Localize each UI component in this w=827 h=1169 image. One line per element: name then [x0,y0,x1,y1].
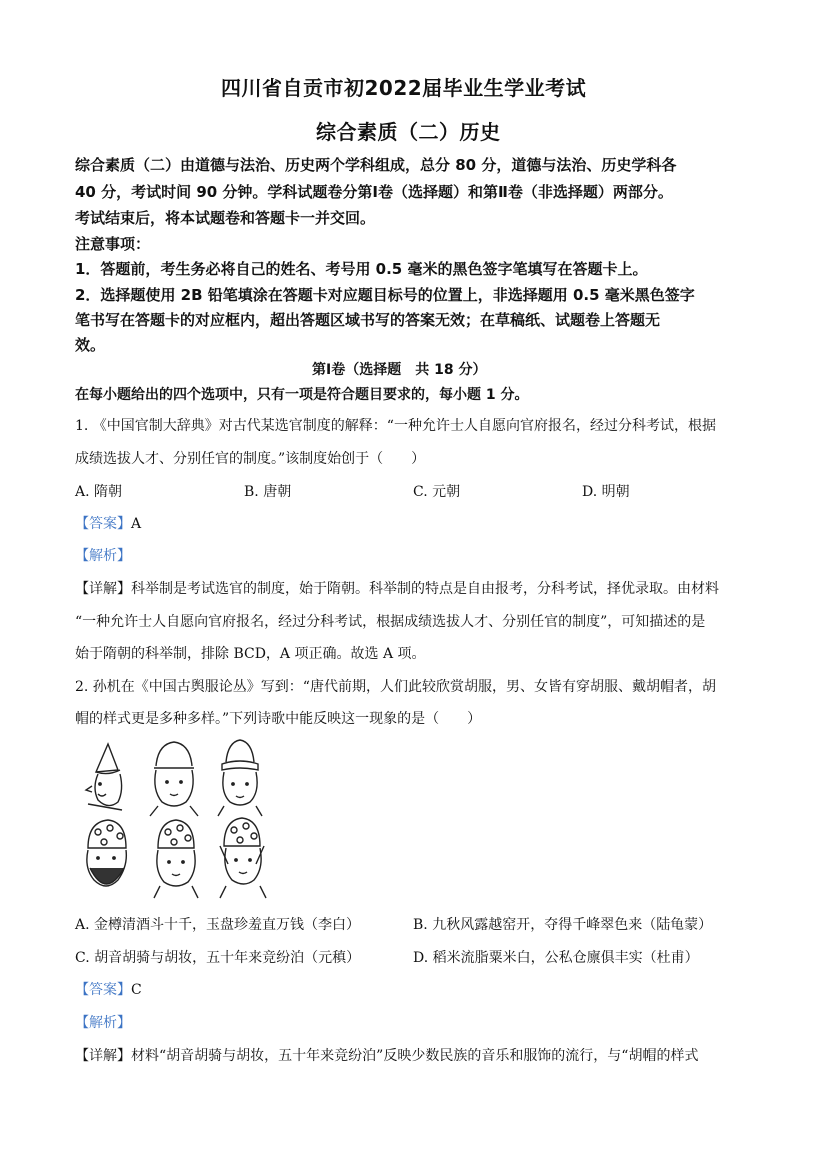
q1-answer [75,513,141,533]
page-title: 四川省自贡市初2022届毕业生学业考试 [221,76,587,100]
q1-answer-label: 【答案】 [75,516,131,532]
notice-title: 注意事项： [75,235,151,253]
q1-option-a: A. 隋朝 [75,484,123,500]
figure-5 [154,820,198,898]
figure-6 [220,818,266,898]
intro-line-2: 40 分，考试时间 90 分钟。学科试题卷分第Ⅰ卷（选择题）和第Ⅱ卷（非选择题）两部分。 [75,183,673,201]
page-subtitle: 综合素质（二）历史 [316,120,501,144]
q1-option-c: C. 元朝 [413,484,461,500]
q2-option-a: A. 金樽清酒斗十千，玉盘珍羞直万钱（李白） [75,917,361,933]
q2-analysis-label: 【解析】 [75,1015,131,1031]
q1-answer-value: A [131,516,142,532]
q2-option-c: C. 胡音胡骑与胡妆，五十年来竞纷泊（元稹） [75,950,361,966]
notice-2-end: 效。 [75,336,106,354]
section-instruction: 在每小题给出的四个选项中，只有一项是符合题目要求的，每小题 1 分。 [75,387,529,403]
q2-detail-line-1: 【详解】材料“胡音胡骑与胡妆，五十年来竞纷泊”反映少数民族的音乐和服饰的流行，与“胡帽的样式 [75,1048,699,1064]
q2-answer [75,979,142,999]
notice-1: 1．答题前，考生务必将自己的姓名、考号用 0.5 毫米的黑色签字笔填写在答题卡上。 [75,260,648,278]
q1-detail-line-1: 【详解】科举制是考试选官的制度，始于隋朝。科举制的特点是自由报考，分科考试，择优录取。由材料 [75,581,719,597]
figure-3 [218,740,262,816]
intro-line-1: 综合素质（二）由道德与法治、历史两个学科组成，总分 80 分，道德与法治、历史学科各 [75,156,677,174]
figure-1 [86,744,122,810]
hu-hats-illustration [78,736,278,902]
section-title: 第Ⅰ卷（选择题 共 18 分） [312,362,487,378]
q2-answer-label: 【答案】 [75,982,131,998]
q1-stem-line-1: 1. 《中国官制大辞典》对古代某选官制度的解释：“一种允许士人自愿向官府报名，经过分科考试，根据 [75,418,716,434]
q1-detail-line-2: “一种允许士人自愿向官府报名，经过分科考试，根据成绩选拔人才、分别任官的制度”，可知描述的是 [75,614,706,630]
q1-option-b: B. 唐朝 [244,484,292,500]
notice-2: 2．选择题使用 2B 铅笔填涂在答题卡对应题目标号的位置上，非选择题用 0.5 毫米黑色签字 [75,286,695,304]
q2-stem-line-1: 2. 孙机在《中国古舆服论丛》写到：“唐代前期，人们此较欣赏胡服，男、女皆有穿胡服、戴胡帽者，胡 [75,679,716,695]
q2-option-b: B. 九秋风露越窑开，夺得千峰翠色来（陆龟蒙） [413,917,713,933]
q2-stem-line-2: 帽的样式更是多种多样。”下列诗歌中能反映这一现象的是（ ） [75,711,482,727]
q2-option-d: D. 稻米流脂粟米白，公私仓廪俱丰实（杜甫） [413,950,699,966]
q1-analysis-label: 【解析】 [75,548,131,564]
q1-detail-line-3: 始于隋朝的科举制，排除 BCD，A 项正确。故选 A 项。 [75,646,426,662]
intro-line-3: 考试结束后，将本试题卷和答题卡一并交回。 [75,209,376,227]
figure-2 [150,742,198,816]
q2-answer-value: C [131,982,142,998]
figure-4 [87,820,126,886]
notice-2-cont: 笔书写在答题卡的对应框内，超出答题区域书写的答案无效；在草稿纸、试题卷上答题无 [75,311,661,329]
q1-option-d: D. 明朝 [582,484,630,500]
q1-stem-line-2: 成绩选拔人才、分别任官的制度。”该制度始创于（ ） [75,451,426,467]
